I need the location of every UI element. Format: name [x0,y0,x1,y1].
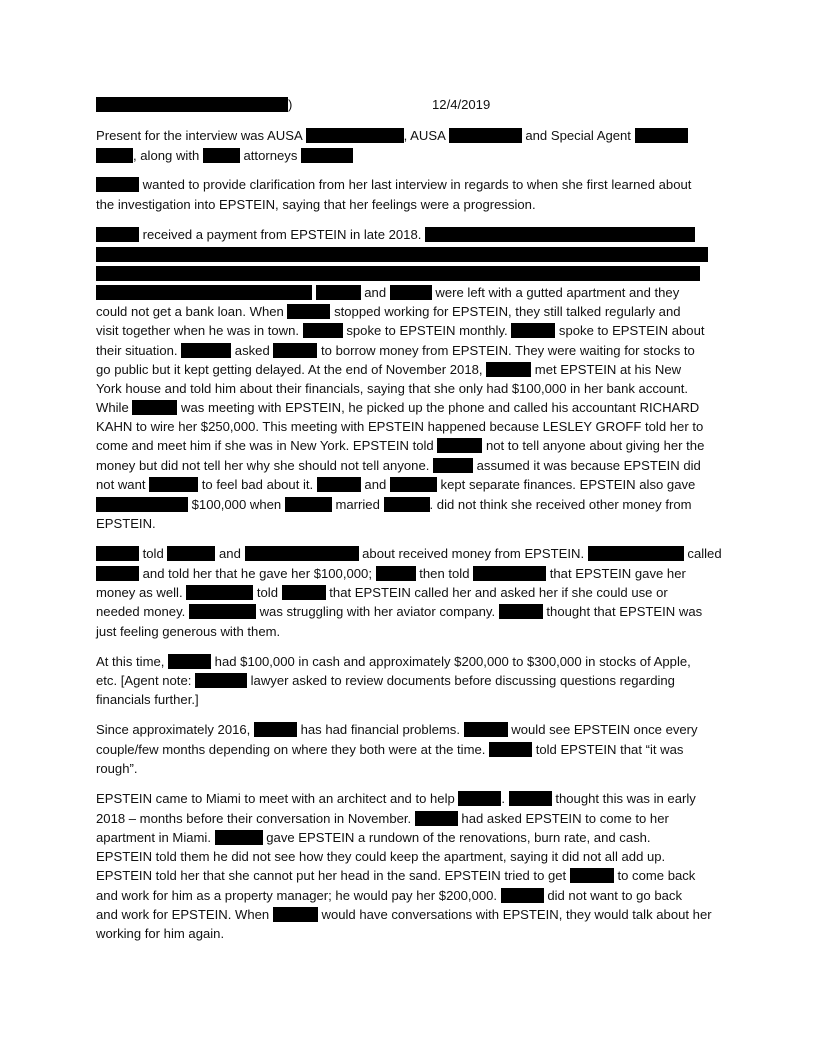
text-segment: money as well. [96,585,187,600]
redaction [509,791,552,806]
redaction [489,742,532,757]
redaction [96,227,139,242]
redaction [132,400,177,415]
text-segment: wanted to provide clarification from her last interview in regards to when she first learned about [139,177,692,192]
paragraph-line [96,127,688,144]
text-segment: has had financial problems. [296,722,464,737]
paragraph-line [96,147,353,164]
redaction [390,477,437,492]
redaction [376,566,416,581]
text-segment: told EPSTEIN that “it was [532,742,684,757]
paragraph-line [96,399,699,416]
text-segment: the investigation into EPSTEIN, saying that her feelings were a progression. [96,197,536,212]
redaction [285,497,332,512]
paragraph-line [96,565,686,582]
redaction [149,477,198,492]
text-segment: to feel bad about it. [198,477,317,492]
text-segment: that EPSTEIN gave her [546,566,686,581]
text-segment: Present for the interview was AUSA [96,128,306,143]
text-segment: not to tell anyone about giving her the [482,438,705,453]
redaction [273,343,317,358]
redaction [635,128,688,143]
paragraph-line [96,437,704,454]
paragraph-line [96,196,536,213]
redaction [96,247,708,262]
text-segment: , AUSA [403,128,449,143]
redaction [499,604,543,619]
text-segment: called [683,546,722,561]
text-segment: come and meet him if she was in New York. EPSTEIN told [96,438,438,453]
paragraph-line [96,515,156,532]
text-segment: did not think she received other money from [436,497,692,512]
paragraph-line [96,741,683,758]
redaction [588,546,684,561]
text-segment: not want [96,477,150,492]
text-segment: and work for EPSTEIN. When [96,907,273,922]
paragraph-line [96,246,708,263]
text-segment: thought that EPSTEIN was [542,604,703,619]
text-segment: KAHN to wire her $250,000. This meeting with EPSTEIN happened because LESLEY GROFF told her to [96,419,704,434]
paragraph-line [96,623,280,640]
redaction [306,128,404,143]
text-segment: were left with a gutted apartment and they [431,285,680,300]
paragraph-line [96,361,681,378]
text-segment: needed money. [96,604,189,619]
paragraph-line [96,226,695,243]
text-segment: attorneys [239,148,302,163]
text-segment: visit together when he was in town. [96,323,303,338]
text-segment: did not want to go back [543,888,682,903]
redaction [195,673,247,688]
text-segment: and work for him as a property manager; he would pay her $200,000. [96,888,501,903]
text-segment: rough”. [96,761,138,776]
paragraph-line [96,721,698,738]
paragraph-line [96,691,199,708]
redaction [96,177,139,192]
redaction [96,546,139,561]
redaction [437,438,482,453]
paragraph-line [96,176,691,193]
text-segment: just feeling generous with them. [96,624,281,639]
redaction [415,811,458,826]
redaction [167,546,215,561]
redaction [473,566,546,581]
redaction [186,585,253,600]
text-segment: kept separate finances. EPSTEIN also gave [436,477,696,492]
text-segment: working for him again. [96,926,225,941]
text-segment: would have conversations with EPSTEIN, they would talk about her [317,907,712,922]
text-segment: married [331,497,384,512]
text-segment: told [253,585,282,600]
redaction [189,604,256,619]
paragraph-line [96,545,722,562]
redaction [425,227,695,242]
paragraph-line [96,322,705,339]
text-segment: go public but it kept getting delayed. At the end of November 2018, [96,362,487,377]
text-segment: thought this was in early [551,791,696,806]
redaction [390,285,432,300]
redaction [96,285,312,300]
text-segment: and [360,285,390,300]
redaction [303,323,343,338]
paragraph-line [96,760,138,777]
text-segment: met EPSTEIN at his New [531,362,682,377]
text-segment: gave EPSTEIN a rundown of the renovations, burn rate, and cash. [262,830,651,845]
redaction [287,304,330,319]
paragraph-line [96,342,695,359]
redaction [215,830,263,845]
paragraph-line [96,906,712,923]
text-segment: to borrow money from EPSTEIN. They were waiting for stocks to [317,343,695,358]
redaction [458,791,501,806]
paragraph-line [96,653,691,670]
text-segment: EPSTEIN told them he did not see how they could keep the apartment, saying it did not all add up. [96,849,666,864]
redaction [570,868,614,883]
paragraph-line [96,496,692,513]
redaction [273,907,318,922]
text-segment: and [215,546,245,561]
redaction [384,497,430,512]
header-line [96,96,292,113]
text-segment: couple/few months depending on where they both were at the time. [96,742,490,757]
redaction [254,722,297,737]
text-segment: etc. [Agent note: [96,673,195,688]
redaction [282,585,326,600]
text-segment: money but did not tell her why she should not tell anyone. [96,458,434,473]
text-segment: . [501,791,509,806]
paragraph-line [96,672,675,689]
text-segment: that EPSTEIN called her and asked her if she could use or [325,585,668,600]
paragraph-line [96,265,700,282]
redaction [511,323,555,338]
text-segment: then told [415,566,474,581]
paragraph-line [96,476,695,493]
text-segment: stopped working for EPSTEIN, they still talked regularly and [330,304,681,319]
redaction [464,722,508,737]
paragraph-line [96,457,701,474]
redaction [301,148,353,163]
text-segment: spoke to EPSTEIN about [555,323,705,338]
paragraph-line [96,925,224,942]
redaction [203,148,240,163]
text-segment: Since approximately 2016, [96,722,254,737]
redaction [96,497,140,512]
text-segment: told [139,546,168,561]
text-segment: and told her that he gave her $100,000; [139,566,376,581]
redaction [96,97,288,112]
text-segment: , along with [133,148,203,163]
paragraph-line [96,584,668,601]
text-segment: assumed it was because EPSTEIN did [473,458,701,473]
text-segment: EPSTEIN. [96,516,156,531]
text-segment: 2018 – months before their conversation in November. [96,811,415,826]
paragraph-line [96,380,688,397]
redaction [316,285,361,300]
text-segment: had $100,000 in cash and approximately $200,000 to $300,000 in stocks of Apple, [211,654,691,669]
redaction [317,477,361,492]
redaction [96,266,700,281]
text-segment: asked [231,343,274,358]
redaction [501,888,544,903]
text-segment: While [96,400,133,415]
header-paren: ) [288,97,293,112]
redaction [96,566,139,581]
redaction [245,546,359,561]
redaction [140,497,188,512]
text-segment: would see EPSTEIN once every [507,722,698,737]
text-segment: spoke to EPSTEIN monthly. [342,323,512,338]
document-date: 12/4/2019 [432,97,491,112]
text-segment: . [429,497,437,512]
text-segment: EPSTEIN told her that she cannot put her head in the sand. EPSTEIN tried to get [96,868,570,883]
text-segment: to come back [613,868,696,883]
text-segment: York house and told him about their financials, saying that she only had $100,000 in her bank account. [96,381,689,396]
text-segment: apartment in Miami. [96,830,215,845]
text-segment: could not get a bank loan. When [96,304,288,319]
text-segment: At this time, [96,654,169,669]
text-segment: received a payment from EPSTEIN in late 2018. [139,227,426,242]
text-segment: lawyer asked to review documents before discussing questions regarding [247,673,675,688]
paragraph-line [96,284,679,301]
text-segment: was struggling with her aviator company. [255,604,499,619]
redaction [433,458,473,473]
paragraph-line [96,603,702,620]
paragraph-line [96,790,696,807]
paragraph-line [96,303,681,320]
redaction [168,654,211,669]
redaction [449,128,522,143]
paragraph-line [96,867,695,884]
text-segment: their situation. [96,343,182,358]
paragraph-line [96,887,682,904]
text-segment: about received money from EPSTEIN. [358,546,588,561]
paragraph-line [96,829,651,846]
text-segment: EPSTEIN came to Miami to meet with an architect and to help [96,791,459,806]
text-segment: was meeting with EPSTEIN, he picked up the phone and called his accountant RICHARD [177,400,700,415]
paragraph-line [96,418,703,435]
text-segment: $100,000 when [188,497,285,512]
redaction [486,362,531,377]
text-segment: had asked EPSTEIN to come to her [457,811,669,826]
paragraph-line [96,848,665,865]
text-segment: financials further.] [96,692,199,707]
text-segment: and [360,477,390,492]
paragraph-line [96,810,669,827]
text-segment: and Special Agent [521,128,635,143]
redaction [181,343,231,358]
redaction [96,148,133,163]
